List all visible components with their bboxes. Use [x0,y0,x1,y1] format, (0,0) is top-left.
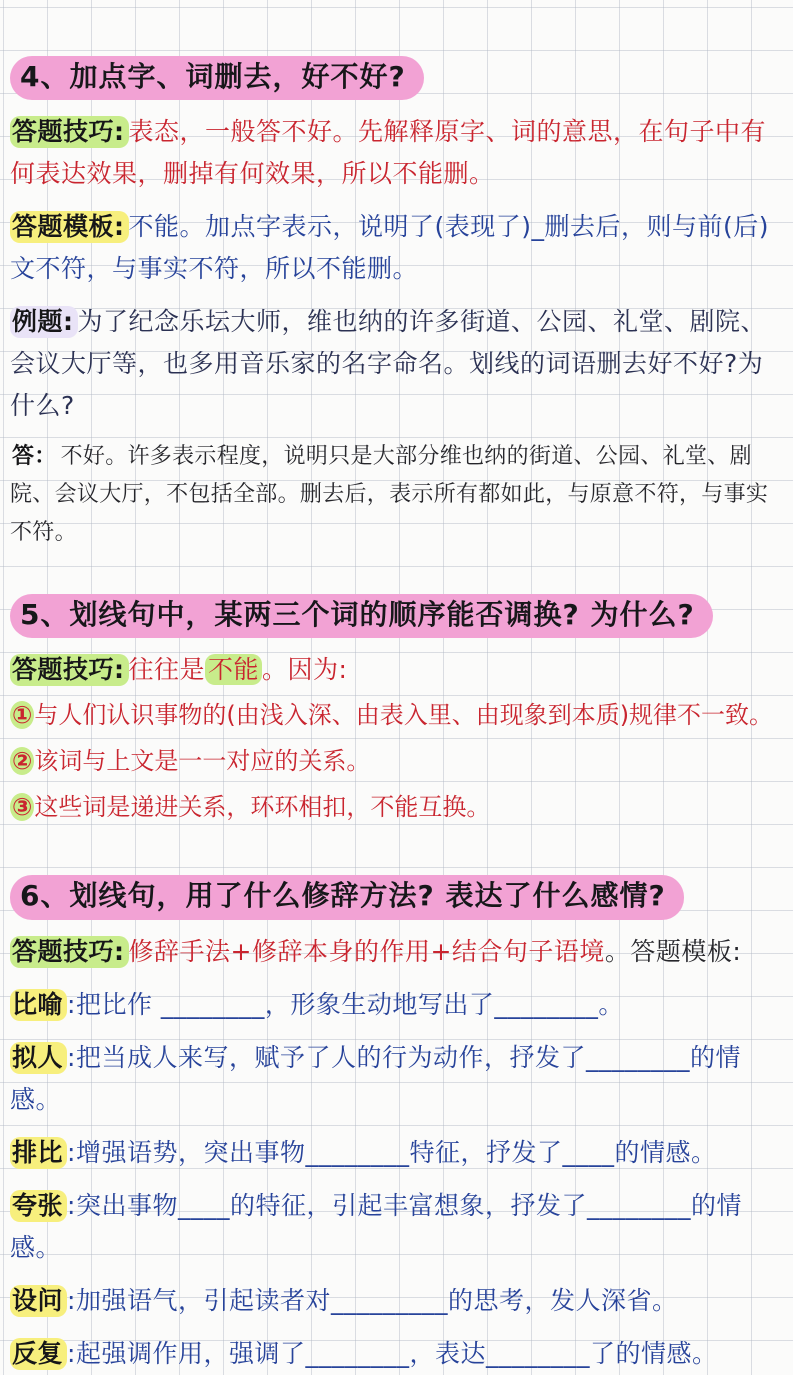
device-label: 比喻 [10,989,67,1021]
skill-text-black: 。答题模板: [604,936,742,966]
point-number: ② [12,747,33,776]
device-line-paibi [10,1132,783,1174]
device-line-niren [10,1037,783,1121]
point-number: ③ [12,793,33,822]
point-text: 这些词是递进关系，环环相扣，不能互换。 [34,793,491,822]
answer-skill-text: 表态，一般答不好。先解释原字、词的意思，在句子中有何表达效果，删掉有何效果，所以不能删。 [10,117,767,189]
point-text: 与人们认识事物的(由浅入深、由表入里、由现象到本质)规律不一致。 [34,701,774,730]
device-label: 反复 [10,1338,67,1370]
section-4-title: 4、加点字、词删去，好不好? [10,56,424,100]
section-5 [10,594,783,829]
device-label: 夸张 [10,1190,67,1222]
answer-label: 答： [12,444,57,470]
device-line-kuazhang [10,1185,783,1269]
section-4-template-line [10,206,783,290]
device-line-fanfu [10,1333,783,1375]
reason-point-3 [10,785,783,829]
example-label: 例题: [10,306,78,338]
device-label: 拟人 [10,1042,67,1074]
device-text: :加强语气，引起读者对_________的思考，发人深省。 [67,1285,678,1315]
point-text: 该词与上文是一一对应的关系。 [34,747,371,776]
section-6 [10,875,783,1374]
answer-skill-label: 答题技巧: [10,936,129,968]
point-number: ① [12,701,33,730]
section-5-skill-line [10,649,783,691]
skill-text-highlighted: 不能 [205,654,262,685]
device-text: :起强调作用，强调了________，表达________了的情感。 [67,1338,718,1368]
device-label: 排比 [10,1137,67,1169]
answer-template-text: 不能。加点字表示，说明了(表现了)_删去后，则与前(后)文不符，与事实不符，所以不能删。 [10,212,770,284]
device-line-shewen [10,1280,783,1322]
reason-point-2 [10,739,783,783]
section-4-example-line [10,301,783,427]
answer-skill-label: 答题技巧: [10,116,129,148]
section-4-skill-line [10,111,783,195]
reason-point-1 [10,693,783,737]
answer-text: 不好。许多表示程度，说明只是大部分维也纳的街道、公园、礼堂、剧院、会议大厅，不包括全部。删去后，表示所有都如此，与原意不符，与事实不符。 [10,444,769,546]
answer-template-label: 答题模板: [10,211,129,243]
device-text: :突出事物____的特征，引起丰富想象，抒发了________的情感。 [10,1190,742,1262]
device-line-biyu [10,984,783,1026]
skill-text-red: 修辞手法+修辞本身的作用+结合句子语境 [128,936,605,966]
section-6-skill-line [10,931,783,973]
device-text: :增强语势，突出事物________特征，抒发了____的情感。 [67,1137,717,1167]
section-5-title: 5、划线句中，某两三个词的顺序能否调换? 为什么? [10,594,713,638]
skill-text-pre: 往往是 [128,655,206,685]
section-6-title: 6、划线句，用了什么修辞方法? 表达了什么感情? [10,875,684,919]
answer-skill-label: 答题技巧: [10,654,129,686]
example-text: 为了纪念乐坛大师，维也纳的许多街道、公园、礼堂、剧院、会议大厅等，也多用音乐家的名字命名。划线的词语删去好不好?为什么? [10,307,767,421]
device-text: :把比作 ________，形象生动地写出了________。 [67,989,624,1019]
skill-text-post: 。因为: [262,655,348,685]
device-label: 设问 [10,1285,67,1317]
section-4-answer-line [10,438,783,552]
section-4 [10,56,783,552]
device-text: :把当成人来写，赋予了人的行为动作，抒发了________的情感。 [10,1042,741,1114]
